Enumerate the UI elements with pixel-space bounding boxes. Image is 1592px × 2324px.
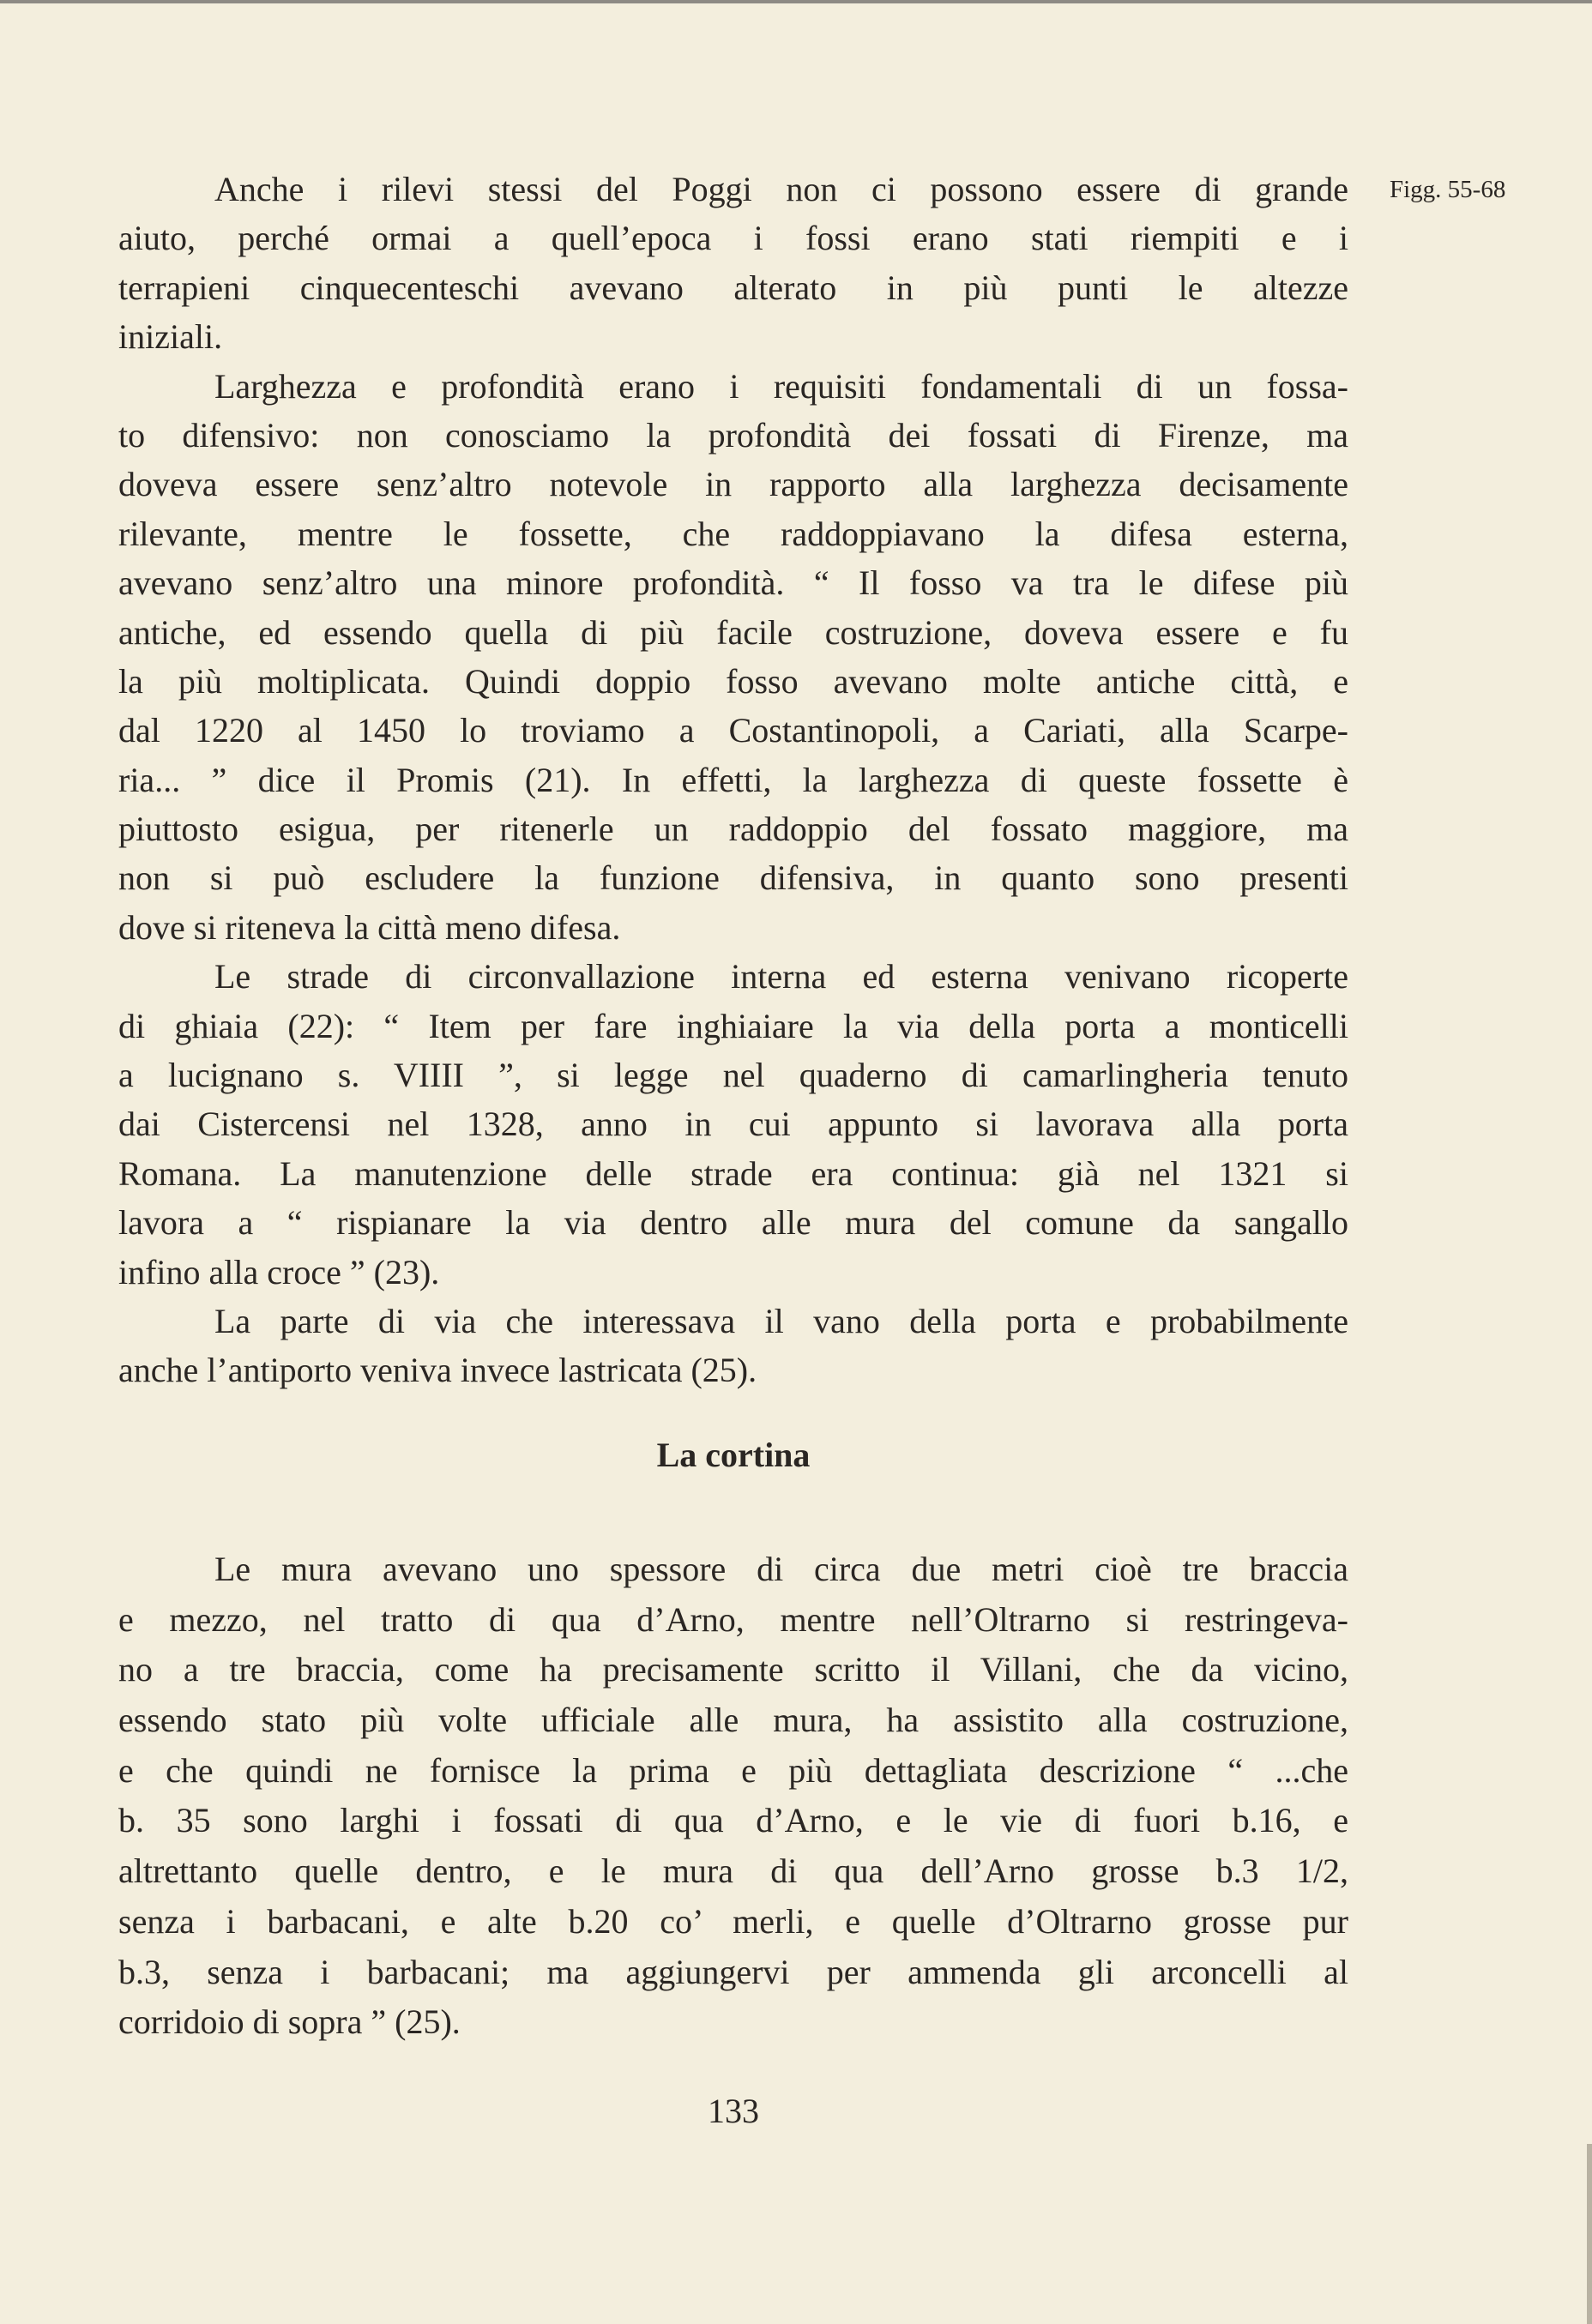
text-line: e mezzo, nel tratto di qua d’Arno, mentre nell’Oltrarno si restringeva- xyxy=(118,1599,1348,1639)
text-line: doveva essere senz’altro notevole in rapporto alla larghezza decisamente xyxy=(118,465,1348,504)
text-line: Larghezza e profondità erano i requisiti fondamentali di un fossa- xyxy=(214,366,1348,406)
paragraph xyxy=(118,1544,1348,2048)
text-line: piuttosto esigua, per ritenerle un raddoppio del fossato maggiore, ma xyxy=(118,810,1348,849)
text-line: infino alla croce ” (23). xyxy=(118,1252,440,1291)
text-line: di ghiaia (22): “ Item per fare inghiaiare la via della porta a monticelli xyxy=(118,1006,1348,1045)
page-right-edge-shadow xyxy=(1587,2144,1592,2324)
text-section-2 xyxy=(118,1544,1348,2048)
text-line: to difensivo: non conosciamo la profondità dei fossati di Firenze, ma xyxy=(118,415,1348,455)
text-line: iniziali. xyxy=(118,317,223,357)
text-line: rilevante, mentre le fossette, che raddoppiavano la difesa esterna, xyxy=(118,514,1348,553)
text-line: no a tre braccia, come ha precisamente scritto il Villani, che da vicino, xyxy=(118,1650,1348,1689)
text-line: corridoio di sopra ” (25). xyxy=(118,2002,461,2042)
page-number: 133 xyxy=(708,2092,759,2130)
text-line: avevano senz’altro una minore profondità. “ Il fosso va tra le difese più xyxy=(118,563,1348,603)
paragraph xyxy=(118,165,1348,362)
paragraph xyxy=(118,362,1348,953)
text-line: Le mura avevano uno spessore di circa due metri cioè tre braccia xyxy=(214,1550,1348,1588)
text-line: essendo stato più volte ufficiale alle mura, ha assistito alla costruzione, xyxy=(118,1701,1348,1740)
paragraph xyxy=(118,1297,1348,1395)
text-line: lavora a “ rispianare la via dentro alle mura del comune da sangallo xyxy=(118,1203,1348,1243)
paragraph xyxy=(118,952,1348,1297)
text-line: dai Cistercensi nel 1328, anno in cui appunto si lavorava alla porta xyxy=(118,1105,1348,1144)
text-line: e che quindi ne fornisce la prima e più dettagliata descrizione “ ...che xyxy=(118,1750,1348,1790)
text-line: Anche i rilevi stessi del Poggi non ci possono essere di grande xyxy=(214,170,1348,208)
text-line: terrapieni cinquecenteschi avevano alterato in più punti le altezze xyxy=(118,268,1348,307)
text-section-1 xyxy=(118,165,1348,1395)
text-line: Romana. La manutenzione delle strade era continua: già nel 1321 si xyxy=(118,1153,1348,1193)
text-line: Le strade di circonvallazione interna ed esterna venivano ricoperte xyxy=(214,957,1348,996)
text-line: b.3, senza i barbacani; ma aggiungervi per ammenda gli arconcelli al xyxy=(118,1952,1348,1991)
text-line: anche l’antiporto veniva invece lastricata (25). xyxy=(118,1351,757,1390)
text-line: a lucignano s. VIIII ”, si legge nel quaderno di camarlingheria tenuto xyxy=(118,1056,1348,1095)
section-heading: La cortina xyxy=(656,1436,811,1474)
text-line: senza i barbacani, e alte b.20 co’ merli, e quelle d’Oltrarno grosse pur xyxy=(118,1901,1348,1941)
text-line: la più moltiplicata. Quindi doppio fosso avevano molte antiche città, e xyxy=(118,661,1348,701)
text-line: ria... ” dice il Promis (21). In effetti, la larghezza di queste fossette è xyxy=(118,760,1348,799)
text-line: La parte di via che interessava il vano della porta e probabilmente xyxy=(214,1301,1348,1340)
text-line: dal 1220 al 1450 lo troviamo a Costantinopoli, a Cariati, alla Scarpe- xyxy=(118,711,1348,750)
margin-note-figures: Figg. 55-68 xyxy=(1390,176,1506,203)
text-line: altrettanto quelle dentro, e le mura di qua dell’Arno grosse b.3 1/2, xyxy=(118,1851,1348,1891)
text-line: b. 35 sono larghi i fossati di qua d’Arno, e le vie di fuori b.16, e xyxy=(118,1801,1348,1840)
text-line: antiche, ed essendo quella di più facile costruzione, doveva essere e fu xyxy=(118,612,1348,652)
page-top-edge xyxy=(0,0,1592,3)
text-line: aiuto, perché ormai a quell’epoca i fossi erano stati riempiti e i xyxy=(118,219,1348,258)
text-line: non si può escludere la funzione difensiva, in quanto sono presenti xyxy=(118,858,1348,898)
text-line: dove si riteneva la città meno difesa. xyxy=(118,907,621,947)
